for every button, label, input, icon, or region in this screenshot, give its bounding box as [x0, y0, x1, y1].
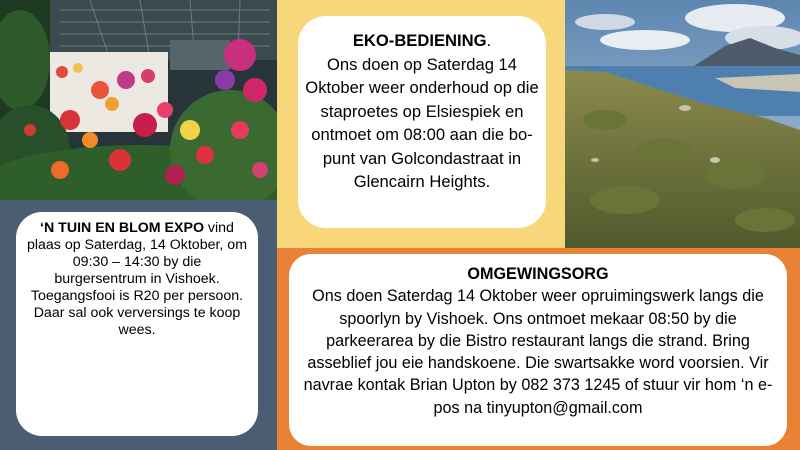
expo-title: ‘N TUIN EN BLOM EXPO — [40, 220, 204, 236]
environment-panel — [277, 248, 800, 450]
eco-title-suffix: . — [486, 31, 492, 50]
environment-body: Ons doen Saterdag 14 Oktober weer opruimingswerk langs die spoorlyn by Vishoek. Ons ontmoet mekaar 08:50 by die parkeerarea by die Bistro restaurant langs die strand. Bring asseblief jou eie handskoene. Die swartsakke word voorsien. Vir navrae kontak Brian Upton by 082 373 1245 of stuur vir hom ‘n e-pos na tinyupton@gmail.com — [303, 287, 773, 417]
environment-title: OMGEWINGSORG — [467, 265, 609, 283]
eco-title: EKO-BEDIENING — [352, 31, 487, 50]
environment-card — [289, 254, 787, 446]
expo-panel — [0, 200, 277, 450]
eco-panel — [277, 0, 565, 248]
eco-card — [298, 16, 546, 228]
coastal-landscape-photo — [565, 0, 800, 248]
expo-body: vind plaas op Saterdag, 14 Oktober, om 09:30 – 14:30 by die burgersentrum in Vishoek. Toegangsfooi is R20 per persoon. Daar sal ook verversings te koop wees. — [26, 220, 248, 338]
flower-expo-photo — [0, 0, 277, 200]
expo-card — [16, 212, 258, 436]
eco-body: Ons doen op Saterdag 14 Oktober weer onderhoud op die staproetes op Elsiespiek en ontmoet om 08:00 aan die bo-punt van Golcondastraat in Glencairn Heights. — [305, 54, 539, 191]
